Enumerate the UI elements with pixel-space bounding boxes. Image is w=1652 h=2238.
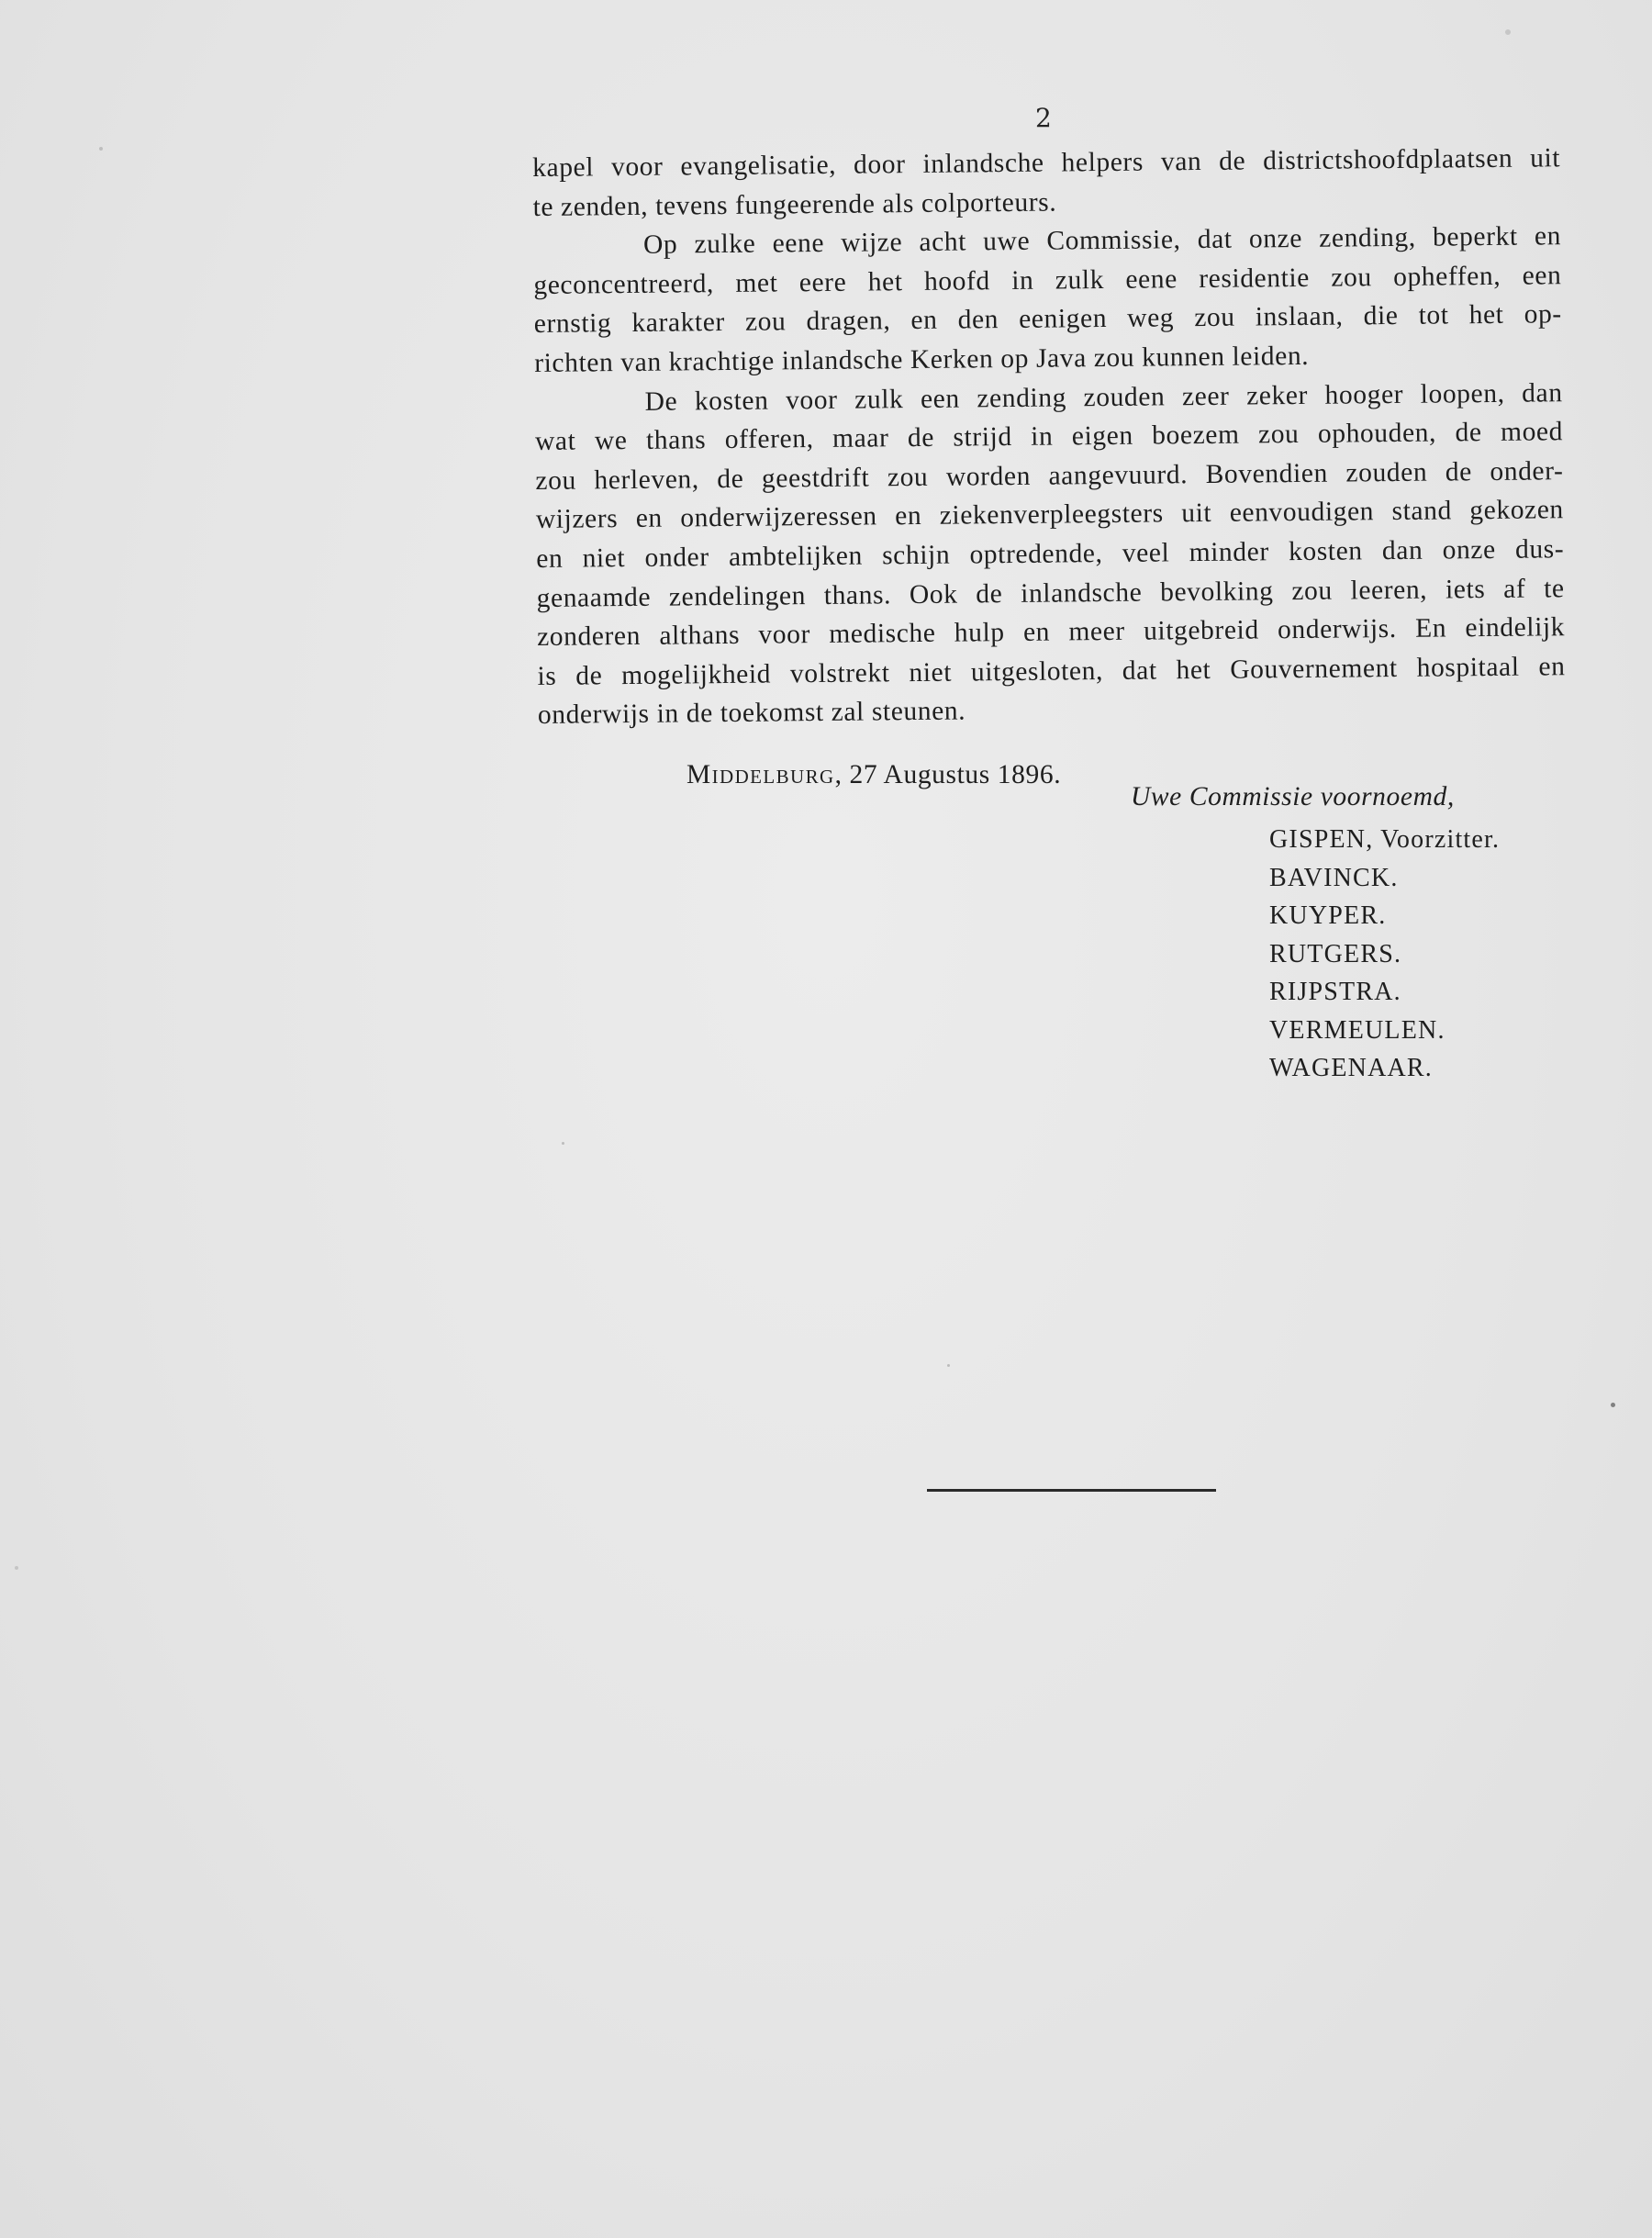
body-line: onderwijs in de toekomst zal steunen. <box>537 696 966 731</box>
body-line: geconcentreerd, met eere het hoofd in zulk eene residentie zou opheffen, een <box>533 261 1562 300</box>
body-text <box>532 139 1566 735</box>
dateline-date: , 27 Augustus 1896. <box>834 760 1062 789</box>
body-line: genaamde zendelingen thans. Ook de inlandsche bevolking zou leeren, iets af te <box>536 573 1565 613</box>
body-line: kapel voor evangelisatie, door inlandsche helpers van de districtshoofdplaatsen uit <box>532 143 1561 183</box>
horizontal-rule <box>927 1489 1216 1492</box>
dateline <box>686 760 1061 790</box>
paper-speck <box>562 1142 564 1145</box>
body-line: en niet onder ambtelijken schijn optredende, veel minder kosten dan onze dus- <box>536 534 1565 574</box>
paper-speck <box>1505 29 1511 35</box>
body-line: zonderen althans voor medische hulp en meer uitgebreid onderwijs. En eindelijk <box>536 612 1566 653</box>
signatory: GISPEN, Voorzitter. <box>1269 825 1501 854</box>
page-number: 2 <box>1035 103 1052 133</box>
body-line: richten van krachtige inlandsche Kerken op Java zou kunnen leiden. <box>534 341 1310 378</box>
closing-salutation: Uwe Commissie voornoemd, <box>1131 782 1455 811</box>
body-line: zou herleven, de geestdrift zou worden aangevuurd. Bovendien zouden de onder- <box>535 455 1564 496</box>
paper-speck <box>99 147 103 151</box>
body-line: wijzers en onderwijzeressen en ziekenverpleegsters uit eenvoudigen stand gekozen <box>535 495 1564 535</box>
paper-speck <box>1611 1403 1615 1407</box>
signatory: RIJPSTRA. <box>1269 978 1401 1006</box>
signatory: VERMEULEN. <box>1269 1015 1446 1045</box>
body-line: De kosten voor zulk een zending zouden zeer zeker hooger loopen, dan <box>644 377 1563 417</box>
paper-speck <box>15 1566 18 1570</box>
body-line: is de mogelijkheid volstrekt niet uitgesloten, dat het Gouvernement hospitaal en <box>537 651 1566 691</box>
body-line: te zenden, tevens fungeerende als colporteurs. <box>532 187 1057 222</box>
signatory-list <box>1269 821 1500 1088</box>
signatory: RUTGERS. <box>1269 939 1402 968</box>
dateline-place: Middelburg <box>686 760 835 789</box>
body-line: ernstig karakter zou dragen, en den eenigen weg zou inslaan, die tot het op- <box>533 299 1562 340</box>
signatory: BAVINCK. <box>1269 863 1399 892</box>
body-line: Op zulke eene wijze acht uwe Commissie, dat onze zending, beperkt en <box>642 221 1562 261</box>
signatory: WAGENAAR. <box>1269 1054 1434 1082</box>
body-line: wat we thans offeren, maar de strijd in eigen boezem zou ophouden, de moed <box>534 417 1564 457</box>
paper-speck <box>947 1364 950 1367</box>
signatory: KUYPER. <box>1269 901 1387 930</box>
